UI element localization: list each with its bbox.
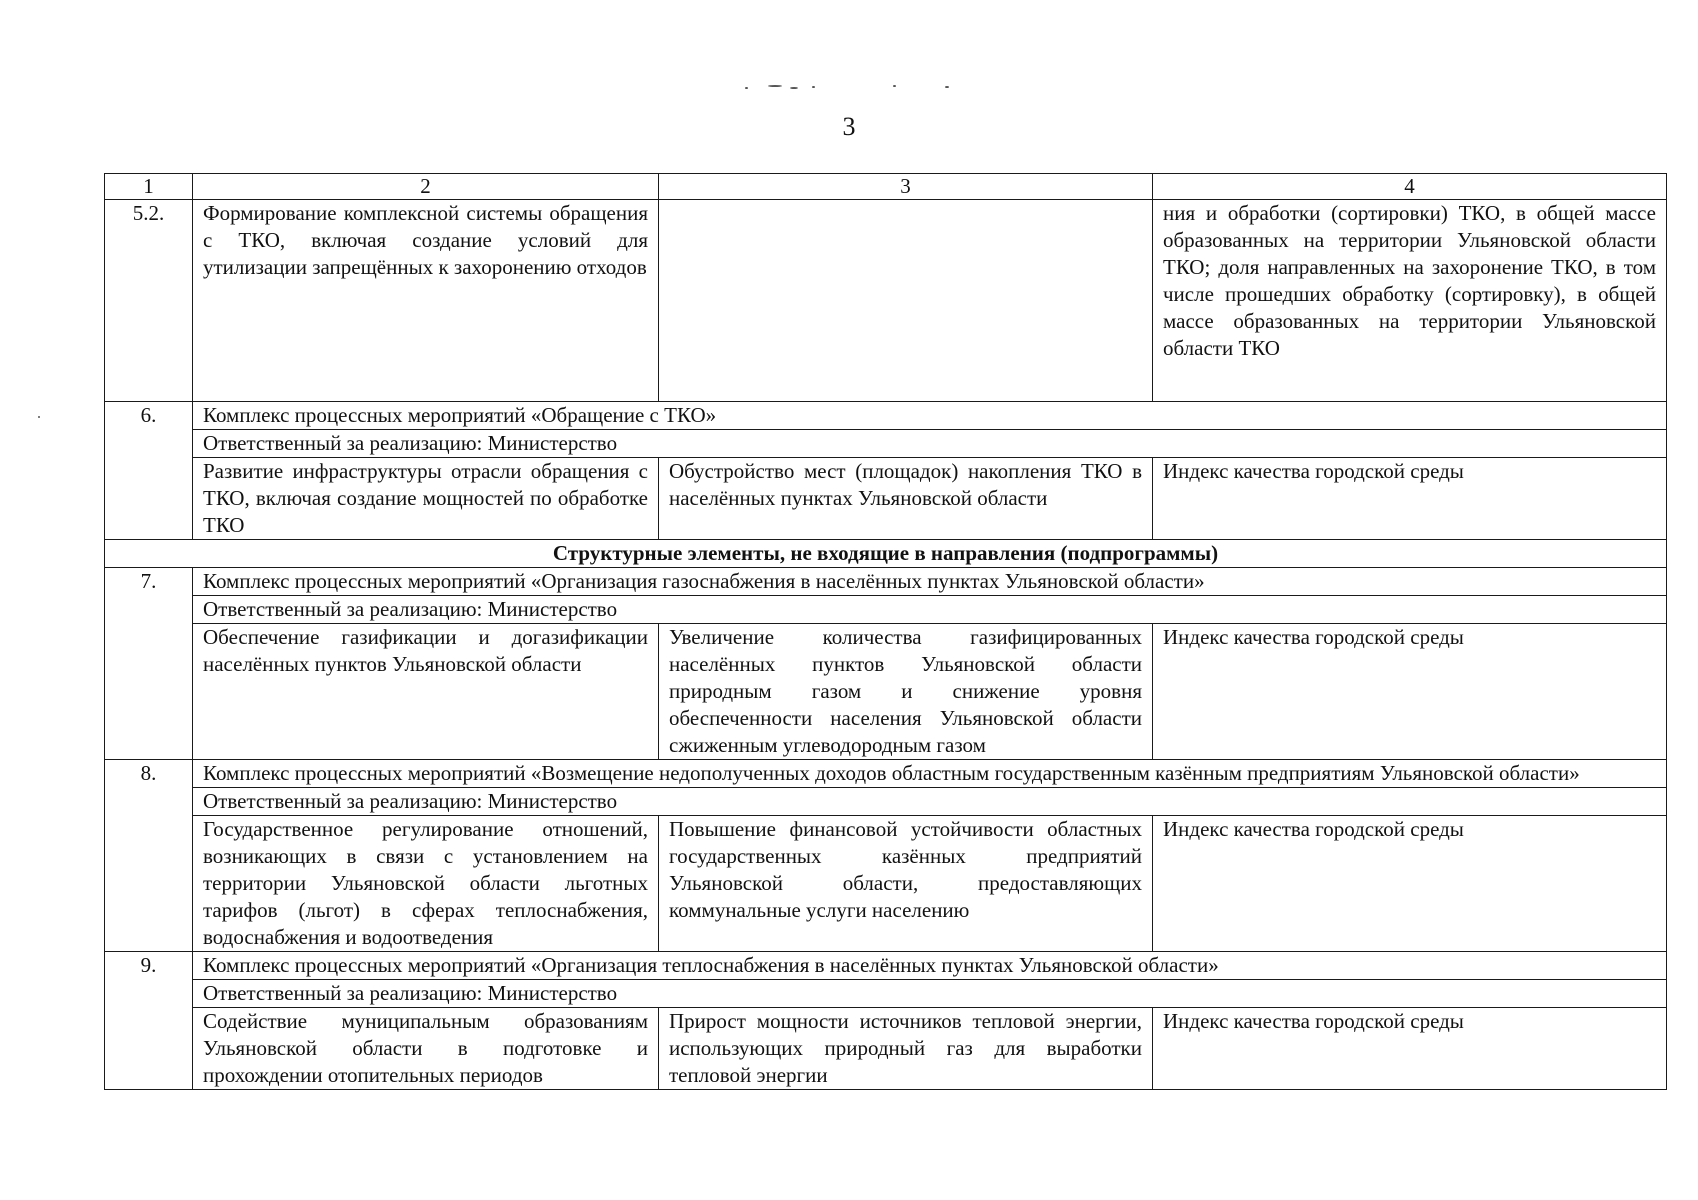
- indicator-cell: Индекс качества городской среды: [1153, 1008, 1667, 1090]
- page-number: 3: [842, 112, 856, 141]
- section-title: Структурные элементы, не входящие в направления (подпрограммы): [105, 540, 1667, 568]
- result-cell: [659, 200, 1153, 402]
- scan-speck: [790, 87, 798, 89]
- scan-speck: [812, 86, 815, 88]
- table-header-row: [105, 174, 1667, 200]
- task-cell: Обеспечение газификации и догазификации населённых пунктов Ульяновской области: [193, 624, 659, 760]
- header-col-4: 4: [1153, 174, 1667, 200]
- complex-title: Комплекс процессных мероприятий «Организация теплоснабжения в населённых пунктах Ульяновской области»: [193, 952, 1667, 980]
- section-heading-row: [105, 540, 1667, 568]
- scan-speck: [745, 87, 748, 89]
- indicator-cell: Индекс качества городской среды: [1153, 816, 1667, 952]
- indicator-cell: Индекс качества городской среды: [1153, 624, 1667, 760]
- program-structure-table: [104, 173, 1667, 1090]
- indicator-cell: ния и обработки (сортировки) ТКО, в общей массе образованных на территории Ульяновской области ТКО; доля направленных на захоронение ТКО, в том числе прошедших обработку (сортировку), в общей массе образованных на территории Ульяновской области ТКО: [1153, 200, 1667, 402]
- table-row-5-2: [105, 200, 1667, 402]
- result-cell: Повышение финансовой устойчивости областных государственных казённых предприятий Ульяновской области, предоставляющих коммунальные услуги населению: [659, 816, 1153, 952]
- row-number: 5.2.: [105, 200, 193, 402]
- table-row-9-detail: [105, 1008, 1667, 1090]
- header-col-1: 1: [105, 174, 193, 200]
- task-cell: Развитие инфраструктуры отрасли обращения с ТКО, включая создание мощностей по обработке ТКО: [193, 458, 659, 540]
- table-row-6-detail: [105, 458, 1667, 540]
- result-cell: Увеличение количества газифицированных населённых пунктов Ульяновской области природным газом и снижение уровня обеспеченности населения Ульяновской области сжиженным углеводородным газом: [659, 624, 1153, 760]
- row-number: 9.: [105, 952, 193, 1090]
- responsible-cell: Ответственный за реализацию: Министерство: [193, 788, 1667, 816]
- table-row-8-complex: [105, 760, 1667, 788]
- result-cell: Прирост мощности источников тепловой энергии, использующих природный газ для выработки тепловой энергии: [659, 1008, 1153, 1090]
- complex-title: Комплекс процессных мероприятий «Организация газоснабжения в населённых пунктах Ульяновской области»: [193, 568, 1667, 596]
- responsible-cell: Ответственный за реализацию: Министерство: [193, 980, 1667, 1008]
- table-row-7-responsible: [105, 596, 1667, 624]
- complex-title: Комплекс процессных мероприятий «Возмещение недополученных доходов областным государственным казённым предприятиям Ульяновской области»: [193, 760, 1667, 788]
- complex-title: Комплекс процессных мероприятий «Обращение с ТКО»: [193, 402, 1667, 430]
- indicator-cell: Индекс качества городской среды: [1153, 458, 1667, 540]
- table-row-8-detail: [105, 816, 1667, 952]
- row-number: 7.: [105, 568, 193, 760]
- table-row-7-detail: [105, 624, 1667, 760]
- row-number: 6.: [105, 402, 193, 540]
- responsible-cell: Ответственный за реализацию: Министерство: [193, 596, 1667, 624]
- table-row-7-complex: [105, 568, 1667, 596]
- scan-speck: [893, 85, 896, 87]
- header-col-3: 3: [659, 174, 1153, 200]
- scan-speck: [768, 85, 782, 87]
- row-number: 8.: [105, 760, 193, 952]
- table-row-8-responsible: [105, 788, 1667, 816]
- header-col-2: 2: [193, 174, 659, 200]
- scan-speck: [38, 416, 40, 418]
- task-cell: Государственное регулирование отношений, возникающих в связи с установлением на территории Ульяновской области льготных тарифов (льгот) в сферах теплоснабжения, водоснабжения и водоотведения: [193, 816, 659, 952]
- table-row-9-complex: [105, 952, 1667, 980]
- table-row-6-responsible: [105, 430, 1667, 458]
- table-row-6-complex: [105, 402, 1667, 430]
- result-cell: Обустройство мест (площадок) накопления ТКО в населённых пунктах Ульяновской области: [659, 458, 1153, 540]
- responsible-cell: Ответственный за реализацию: Министерство: [193, 430, 1667, 458]
- task-cell: Содействие муниципальным образованиям Ульяновской области в подготовке и прохождении отопительных периодов: [193, 1008, 659, 1090]
- scan-speck: [945, 86, 949, 88]
- task-cell: Формирование комплексной системы обращения с ТКО, включая создание условий для утилизации запрещённых к захоронению отходов: [193, 200, 659, 402]
- table-row-9-responsible: [105, 980, 1667, 1008]
